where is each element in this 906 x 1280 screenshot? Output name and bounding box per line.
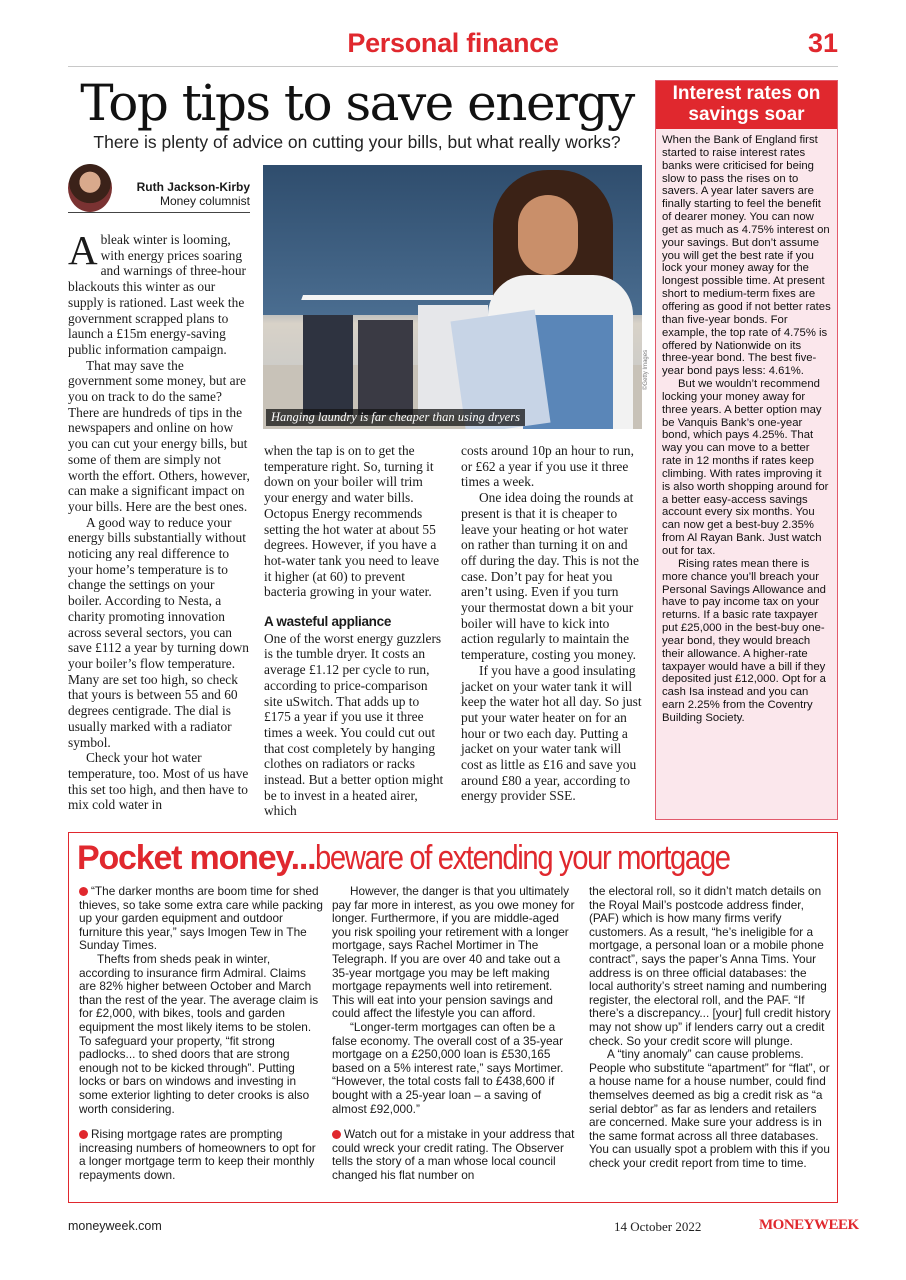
- bullet-paragraph: Watch out for a mistake in your address that could wreck your credit rating. The Observer tells the story of a man whose local council changed his flat number on: [332, 1127, 575, 1182]
- footer-site: moneyweek.com: [68, 1219, 162, 1233]
- byline-divider: [68, 212, 250, 213]
- page-number: 31: [807, 28, 838, 58]
- article-paragraph: when the tap is on to get the temperature right. So, turning it down on your boiler will trim your energy and water bills. Octopus Energy recommends setting the hot water at about 55 degrees. However, if you have a hot-water tank you need to leave it higher (at 60) to prevent bacteria growing in your water.: [264, 443, 440, 600]
- article-paragraph: If you have a good insulating jacket on your water tank it will keep the water hot all day. So just put your water heater on for an hour or two each day. Putting a jacket on your water tank will cost as little as £16 and save you around £80 a year, according to energy provider SSE.: [461, 662, 642, 804]
- pocket-paragraph: the electoral roll, so it didn’t match details on the Royal Mail’s postcode address finder, (PAF) which is how many firms verify customers. As a result, “he’s ineligible for a mortgage, a personal loan or a mobile phone contract”, says the paper’s Anna Tims. Your address is on three official databases: the local authority’s street naming and numbering register, the electoral roll, and the PAF. “If there’s a discrepancy... [your] full credit history may not show up” if lenders carry out a credit check. So your credit score will plunge.: [589, 884, 831, 1048]
- article-headline: Top tips to save energy: [80, 74, 634, 132]
- article-paragraph: Check your hot water temperature, too. Most of us have this set too high, and then have to mix cold water in: [68, 750, 249, 813]
- sidebar-paragraph: Rising rates mean there is more chance you’ll breach your Personal Savings Allowance and have to pay income tax on your returns. If a basic rate taxpayer put £25,000 in the best-buy one-year bond, they would breach their allowance. A higher-rate taxpayer would have a bill if they deposited just £12,000. Opt for a cash Isa instead and you can earn 2.25% from the Coventry Building Society.: [662, 557, 826, 724]
- pocket-paragraph: A “tiny anomaly” can cause problems. People who substitute “apartment” for “flat”, or a house name for a house number, could find themselves deemed as big a credit risk as “a serial debtor” as far as lenders and retailers are concerned. Make sure your address is in the same format across all three databases. You can usually spot a problem with this if you check your credit report from time to time.: [589, 1047, 830, 1170]
- pocket-column-1: [79, 885, 323, 1182]
- article-subhead: A wasteful appliance: [264, 614, 392, 630]
- moneyweek-logo: MONEYWEEK: [759, 1217, 859, 1233]
- article-photo: [263, 165, 642, 429]
- red-bullet-icon: [79, 1130, 88, 1139]
- bullet-paragraph: Rising mortgage rates are prompting increasing numbers of homeowners to opt for a longer mortgage term to keep their monthly repayments down.: [79, 1127, 316, 1182]
- article-paragraph: One idea doing the rounds at present is that it is cheaper to leave your heating or hot water on rather than turning it on and off during the day. This is not the case. Don’t pay for heat you aren’t using. Even if you turn your thermostat down a bit your boiler will have to kick into action regularly to maintain the temperature, costing you money.: [461, 490, 639, 663]
- pocket-paragraph: However, the danger is that you ultimately pay far more in interest, as you owe money for longer. Furthermore, if you are middle-aged you risk spoiling your retirement with a longer mortgage, says Rachel Mortimer in The Telegraph. If you are over 40 and take out a 35-year mortgage you may be left making mortgage repayments well into retirement. This will eat into your pension savings and could affect the lifestyle you can afford.: [332, 884, 575, 1021]
- author-role: Money columnist: [159, 194, 250, 208]
- photo-credit: ©Getty Images: [643, 349, 649, 390]
- red-bullet-icon: [332, 1130, 341, 1139]
- drop-cap: A: [68, 227, 98, 273]
- article-paragraph: That may save the government some money, but are you on track to do the same? There are hundreds of tips in the newspapers and online on how you can cut your energy bills, but some of them are simply not worth the effort. Others, however, can make a significant impact on your bills. Here are the best ones.: [68, 357, 250, 514]
- sidebar-title: Interest rates on savings soar: [656, 81, 837, 129]
- article-column-2: [264, 443, 446, 819]
- bullet-paragraph: “The darker months are boom time for shed thieves, so take some extra care while packing up your garden equipment and outdoor furniture this year,” says Imogen Tew in The Sunday Times.: [79, 884, 323, 953]
- footer-date: 14 October 2022: [614, 1219, 702, 1234]
- sidebar-paragraph: When the Bank of England first started to raise interest rates banks were criticised for being slow to pass the rises on to savers. A year later savers are finally starting to feel the benefit of dearer money. You can now get as much as 4.75% interest on your savings. But don’t assume you will get the best rate if you lock your money away for the longest possible time. At present short to medium-term fixes are offering as good if not better rates than five-year bonds. For example, the top rate of 4.75% is offered by Nationwide on its three-year bond. The best five-year bond pays less: 4.61%.: [662, 134, 831, 378]
- pocket-column-3: [589, 885, 833, 1170]
- author-name: Ruth Jackson-Kirby: [136, 180, 250, 194]
- article-column-1: [68, 227, 250, 813]
- article-paragraph: Ableak winter is looming, with energy prices soaring and warnings of three-hour blackouts this winter as our supply is rationed. Last week the government scrapped plans to launch a £15m energy-saving public information campaign.: [68, 227, 246, 357]
- sidebar-paragraph: But we wouldn’t recommend locking your money away for three years. A better option may be Vanquis Bank’s one-year bond, which pays 4.25%. That way you can move to a better rate in 12 months if rates keep climbing. With rates improving it is also worth shopping around for a better easy-access savings account every six months. You can now get a best-buy 2.35% from Al Rayan Bank. Just watch out for tax.: [662, 378, 829, 557]
- header-divider: [68, 66, 838, 67]
- red-bullet-icon: [79, 887, 88, 896]
- article-paragraph: costs around 10p an hour to run, or £62 a year if you use it three times a week.: [461, 443, 634, 490]
- article-paragraph: One of the worst energy guzzlers is the tumble dryer. It costs an average £1.12 per cycle to run, according to price-comparison site uSwitch. That adds up to £175 a year if you use it three times a week. You could cut out that cost completely by hanging clothes on radiators or racks instead. But a better option might be to invest in a heated airer, which: [264, 630, 444, 819]
- article-column-3: [461, 443, 643, 804]
- photo-caption: Hanging laundry is far cheaper than using dryers: [266, 409, 525, 426]
- article-standfirst: There is plenty of advice on cutting your bills, but what really works?: [93, 132, 621, 152]
- pocket-money-box: [68, 832, 838, 1203]
- pocket-paragraph: “Longer-term mortgages can often be a false economy. The overall cost of a 35-year mortgage on a £250,000 loan is £530,165 based on a 5% interest rate,” says Mortimer. “However, the total costs fall to £438,600 if bought with a 25-year loan – a saving of almost £92,000.”: [332, 1019, 564, 1116]
- article-paragraph: A good way to reduce your energy bills substantially without noticing any real difference to your home’s temperature is to change the settings on your boiler. According to Nesta, a charity promoting innovation across several sectors, you can save £112 a year by turning down your boiler’s flow temperature. Many are set too high, so check that yours is between 55 and 60 degrees centigrade. The dial is usually marked with a radiator symbol.: [68, 514, 249, 750]
- section-title: Personal finance: [347, 28, 559, 58]
- author-avatar: [68, 164, 112, 212]
- pocket-paragraph: Thefts from sheds peak in winter, according to insurance firm Admiral. Claims are 82% higher between October and March than the rest of the year. The average claim is for £2,000, with bikes, tools and garden equipment the most likely items to be stolen. To safeguard your property, “fit strong padlocks... to shed doors that are strong enough not to be kicked through”. Putting locks or bars on windows and investing in some exterior lighting to deter crooks is also worth considering.: [79, 951, 319, 1116]
- sidebar-box: [655, 80, 838, 820]
- pocket-column-2: [332, 885, 576, 1182]
- sidebar-body: [656, 129, 837, 725]
- pocket-money-title: Pocket money...beware of extending your mortgage: [77, 839, 730, 877]
